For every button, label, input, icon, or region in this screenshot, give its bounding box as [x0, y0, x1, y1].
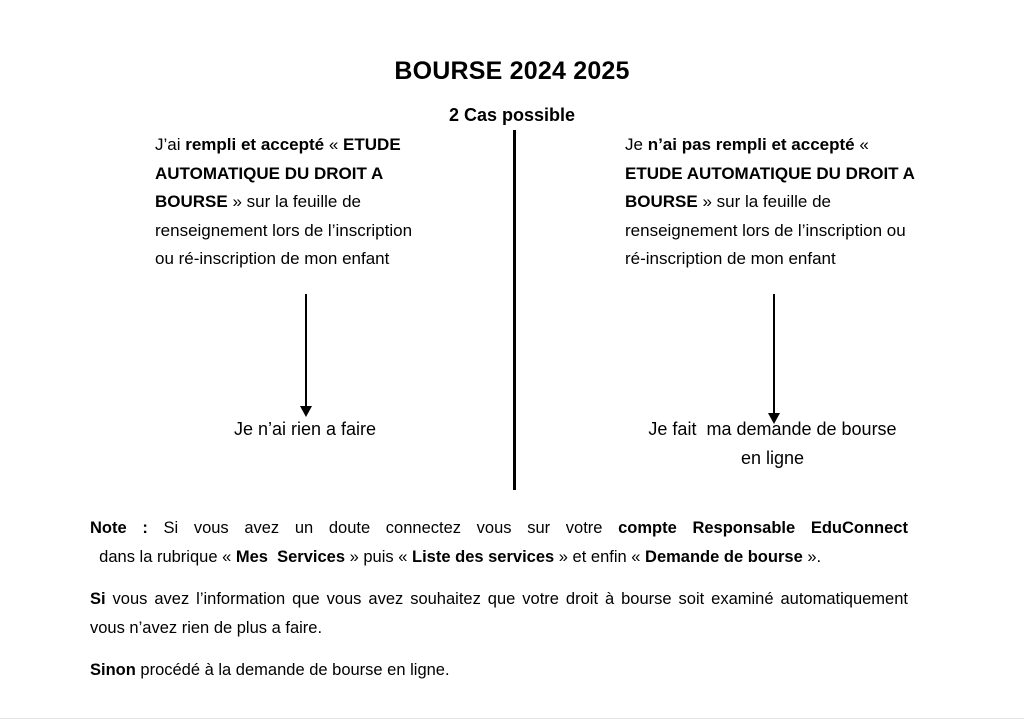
case-left-bold-1: rempli et accepté: [185, 135, 325, 154]
note-text-5: ».: [802, 548, 822, 566]
note-text-1: Si vous avez un doute connectez vous sur votre: [147, 519, 619, 537]
page-subtitle: 2 Cas possible: [448, 104, 576, 125]
si-label: Si: [90, 590, 106, 608]
notes-section: [90, 514, 908, 685]
case-right-text-2: «: [854, 135, 869, 154]
page-title: BOURSE 2024 2025: [394, 56, 630, 85]
case-left-text-2: «: [324, 135, 344, 154]
sinon-text: procédé à la demande de bourse en ligne.: [135, 661, 450, 679]
note-bold-mes-services: Mes Services: [235, 548, 346, 566]
note-paragraph: [90, 514, 908, 572]
case-right-text-1: Je: [625, 135, 648, 154]
arrow-shaft: [305, 294, 307, 408]
case-right-outcome-line-2: en ligne: [740, 448, 805, 468]
note-bold-liste-services: Liste des services: [412, 548, 555, 566]
case-right-text-3: » sur la feuille de renseignement lors de l’inscription ou ré-inscription de mon enfant: [625, 192, 906, 268]
down-arrow-icon-left: [297, 294, 315, 419]
note-text-2: dans la rubrique «: [90, 548, 236, 566]
si-paragraph: [90, 585, 908, 643]
case-right-bold-1: n’ai pas rempli et accepté: [647, 135, 855, 154]
case-left-outcome: Je n’ai rien a faire: [233, 419, 377, 439]
note-bold-educonnect: compte Responsable EduConnect: [618, 519, 908, 537]
case-right-bold-2: ETUDE AUTOMATIQUE DU DROIT A BOURSE: [625, 163, 915, 211]
case-left-bold-2: ETUDE AUTOMATIQUE DU DROIT A BOURSE: [155, 135, 401, 211]
note-text-3: » puis «: [345, 548, 413, 566]
arrow-shaft: [773, 294, 775, 415]
case-right-description: [625, 131, 915, 274]
note-text-4: » et enfin «: [554, 548, 646, 566]
case-left-text-1: J’ai: [155, 135, 186, 154]
down-arrow-icon-right: [765, 294, 783, 426]
vertical-divider: [513, 130, 516, 490]
note-bold-demande-bourse: Demande de bourse: [645, 548, 803, 566]
note-label: Note :: [90, 519, 148, 537]
case-left-description: [155, 131, 435, 274]
si-text: vous avez l’information que vous avez souhaitez que votre droit à bourse soit examiné automatiquement vous n’avez rien de plus a faire.: [90, 590, 908, 637]
bottom-rule: [0, 718, 1024, 719]
case-right-outcome-line-1: Je fait ma demande de bourse: [648, 419, 897, 439]
case-left-text-3: » sur la feuille de renseignement lors de l’inscription ou ré-inscription de mon enfant: [155, 192, 413, 268]
sinon-label: Sinon: [90, 661, 136, 679]
case-right-outcome: [600, 415, 945, 473]
sinon-paragraph: [90, 656, 908, 685]
note-connector: puis: [363, 548, 394, 566]
